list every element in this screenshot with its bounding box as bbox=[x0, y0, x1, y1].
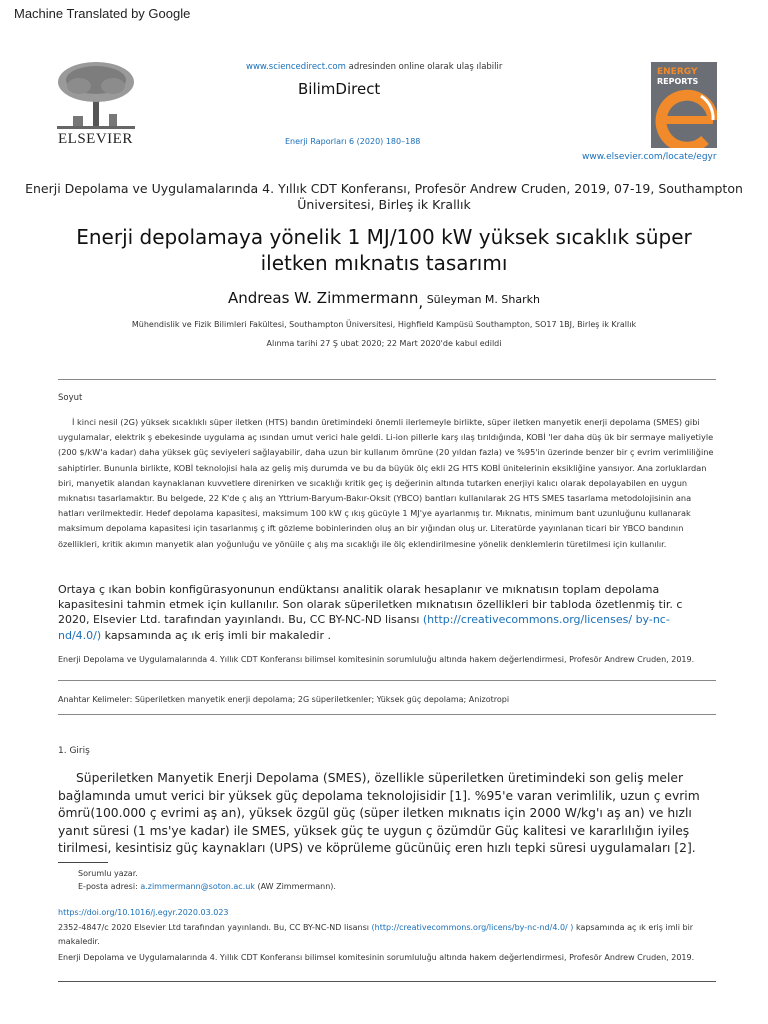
journal-cover bbox=[651, 62, 717, 148]
peer-review-note: Enerji Depolama ve Uygulamalarında 4. Yıllık CDT Konferansı bilimsel komitesinin sorumluluğu altında hakem değerlendirmesi, Profesör Andrew Cruden, 2019. bbox=[58, 655, 695, 664]
paper-title: Enerji depolamaya yönelik 1 MJ/100 kW yüksek sıcaklık süper iletken mıknatıs tasarımı bbox=[76, 225, 692, 275]
rule-bottom bbox=[58, 981, 716, 982]
rule-keywords bbox=[58, 714, 716, 715]
cover-title-energy: ENERGY bbox=[657, 67, 698, 77]
cc-license-link[interactable]: (http://creativecommons.org/licenses/ by-nc-nd/4.0/) bbox=[58, 613, 670, 642]
journal-volume[interactable]: Enerji Raporları 6 (2020) 180–188 bbox=[285, 137, 421, 146]
abstract-label: Soyut bbox=[58, 393, 83, 403]
journal-url[interactable]: www.elsevier.com/locate/egyr bbox=[582, 152, 717, 162]
author-second: Süleyman M. Sharkh bbox=[423, 293, 540, 306]
intro-paragraph: Süperiletken Manyetik Enerji Depolama (SMES), özellikle süperiletken üretimindeki son geliş meler bağlamında umut verici bir yüksek güç depolama teknolojisidir [1]. %95'e varan verimlilik, uzun ç evrim ömrü(100.000 ç evrimi aş an), yüksek özgül güç (süper iletken mıknatıs için 2000 W/kg'ı aş an) ve hızlı yanıt süresi (1 ms'ye kadar) ile SMES, yüksek güç te uygun ç özümdür Güç kalitesi ve kararlılığın iyileş tirilmesi, kesintisiz güç kaynakları (UPS) ve köprüleme gücünüiç eren hızlı tepki süresi uygulamaları [2]. bbox=[58, 771, 700, 856]
abstract-continuation-tail: kapsamında aç ık eriş imli bir makaledir . bbox=[101, 628, 331, 642]
email-link[interactable]: a.zimmermann@soton.ac.uk bbox=[140, 882, 255, 891]
email-label: E-posta adresi: bbox=[78, 882, 141, 891]
availability-line bbox=[246, 62, 502, 72]
license-link[interactable]: (http://creativecommons.org/licens/by-nc-nd/4.0/ ) bbox=[371, 923, 574, 932]
journal-name: BilimDirect bbox=[298, 80, 381, 98]
cover-title-reports: REPORTS bbox=[657, 77, 699, 86]
conference-line: Enerji Depolama ve Uygulamalarında 4. Yıllık CDT Konferansı, Profesör Andrew Cruden, 2019, 07-19, Southampton Üniversitesi, Birleş ik Krallık bbox=[25, 181, 743, 212]
sciencedirect-link[interactable]: www.sciencedirect.com bbox=[246, 62, 346, 72]
section-heading-intro: 1. Giriş bbox=[58, 746, 90, 756]
keywords: Anahtar Kelimeler: Süperiletken manyetik enerji depolama; 2G süperiletkenler; Yüksek güç depolama; Anizotropi bbox=[58, 695, 510, 704]
availability-text: adresinden online olarak ulaş ılabilir bbox=[345, 62, 503, 72]
doi-link[interactable]: https://doi.org/10.1016/j.egyr.2020.03.023 bbox=[58, 908, 229, 917]
license-line bbox=[58, 921, 708, 948]
author-first: Andreas W. Zimmermann bbox=[228, 289, 419, 307]
author-list bbox=[0, 288, 768, 311]
abstract-text: İ kinci nesil (2G) yüksek sıcaklıklı süper iletken (HTS) bandın üretimindeki önemli ilerlemeyle birlikte, süper iletken manyetik enerji depolama (SMES) gibi uygulamalar, elektrik ş ebekesinde uygulama aç ısından umut verici hale geldi. Li-ion pillerle karş ılaş tırıldığında, KOBİ 'ler daha düş ük bir sermaye maliyetiyle (200 $/kW'a kadar) daha yüksek güç seviyeleri sağlayabilir, daha uzun bir kullanım ömrüne (20 yıldan fazla) ve %95'in üzerinde benzer bir ç evrim verimliliğine sahiptirler. Bununla birlikte, KOBİ teknolojisi hala az geliş miş durumda ve bu da büyük ölç ekli 2G HTS KOBİ ünitelerinin eksikliğine yansıyor. Ana zorluklardan biri, manyetik alandan kaynaklanan kuvvetlere direnirken ve sıcaklığı kritik geç iş değerinin altında tutarken enerjiyi kalıcı olarak depolayabilen en uygun mıknatısı tasarlamaktır. Bu belgede, 22 K'de ç alış an Yttrium-Baryum-Bakır-Oksit (YBCO) bantları kullanılarak 2G HTS SMES tasarlama metodolojisinin ana hatları verilmektedir. Hedef depolama kapasitesi, maksimum 100 kW ç ıkış gücüyle 1 MJ'ye ayarlanmış tır. Mıknatıs, minimum bant uzunluğunu kullanarak maksimum depolama kapasitesi için tasarlanmış ç ift gözleme bobinlerinden oluş an bir yığından oluş ur. Literatürde yayınlanan ticari bir YBCO bandının özellikleri, kritik akımın manyetik alan yoğunluğu ve yönüile ç alış ma sıcaklığı ile ölç eklendirilmesine yönelik denklemlerin türetilmesi için kullanılır. bbox=[58, 417, 714, 549]
elsevier-tree-logo bbox=[55, 60, 137, 130]
license-tail: kapsamında aç ık eriş imli bir makaledir. bbox=[58, 923, 694, 946]
machine-translation-banner: Machine Translated by Google bbox=[14, 6, 191, 21]
cover-e-graphic bbox=[651, 86, 717, 148]
cover-title bbox=[657, 68, 698, 86]
email-tail: (AW Zimmermann). bbox=[254, 882, 336, 891]
abstract-continuation-text: Ortaya ç ıkan bobin konfigürasyonunun endüktansı analitik olarak hesaplanır ve mıknatısın toplam depolama kapasitesini tahmin etmek için kullanılır. Son olarak süperiletken mıknatısın özellikleri bir tabloda özetlenmiş tir. c 2020, Elsevier Ltd. tarafından yayınlandı. Bu, CC BY-NC-ND lisansı bbox=[58, 583, 683, 627]
author-separator: , bbox=[418, 293, 424, 312]
rule-top bbox=[58, 379, 716, 380]
affiliation: Mühendislik ve Fizik Bilimleri Fakültesi, Southampton Üniversitesi, Highfield Kampüsü Southampton, SO17 1BJ, Birleş ik Krallık bbox=[131, 320, 637, 329]
abstract-continuation bbox=[58, 582, 698, 643]
footnote-rule bbox=[58, 862, 108, 863]
publisher-name: ELSEVIER bbox=[58, 131, 133, 147]
peer-review-footer: Enerji Depolama ve Uygulamalarında 4. Yıllık CDT Konferansı bilimsel komitesinin sorumluluğu altında hakem değerlendirmesi, Profesör Andrew Cruden, 2019. bbox=[58, 953, 695, 962]
rule-mid bbox=[58, 680, 716, 681]
footnote-corresponding: Sorumlu yazar. bbox=[78, 869, 138, 878]
received-dates: Alınma tarihi 27 Ş ubat 2020; 22 Mart 2020'de kabul edildi bbox=[266, 339, 502, 348]
license-text: 2352-4847/c 2020 Elsevier Ltd tarafından yayınlandı. Bu, CC BY-NC-ND lisansı bbox=[58, 923, 372, 932]
footnote-email bbox=[78, 882, 336, 891]
